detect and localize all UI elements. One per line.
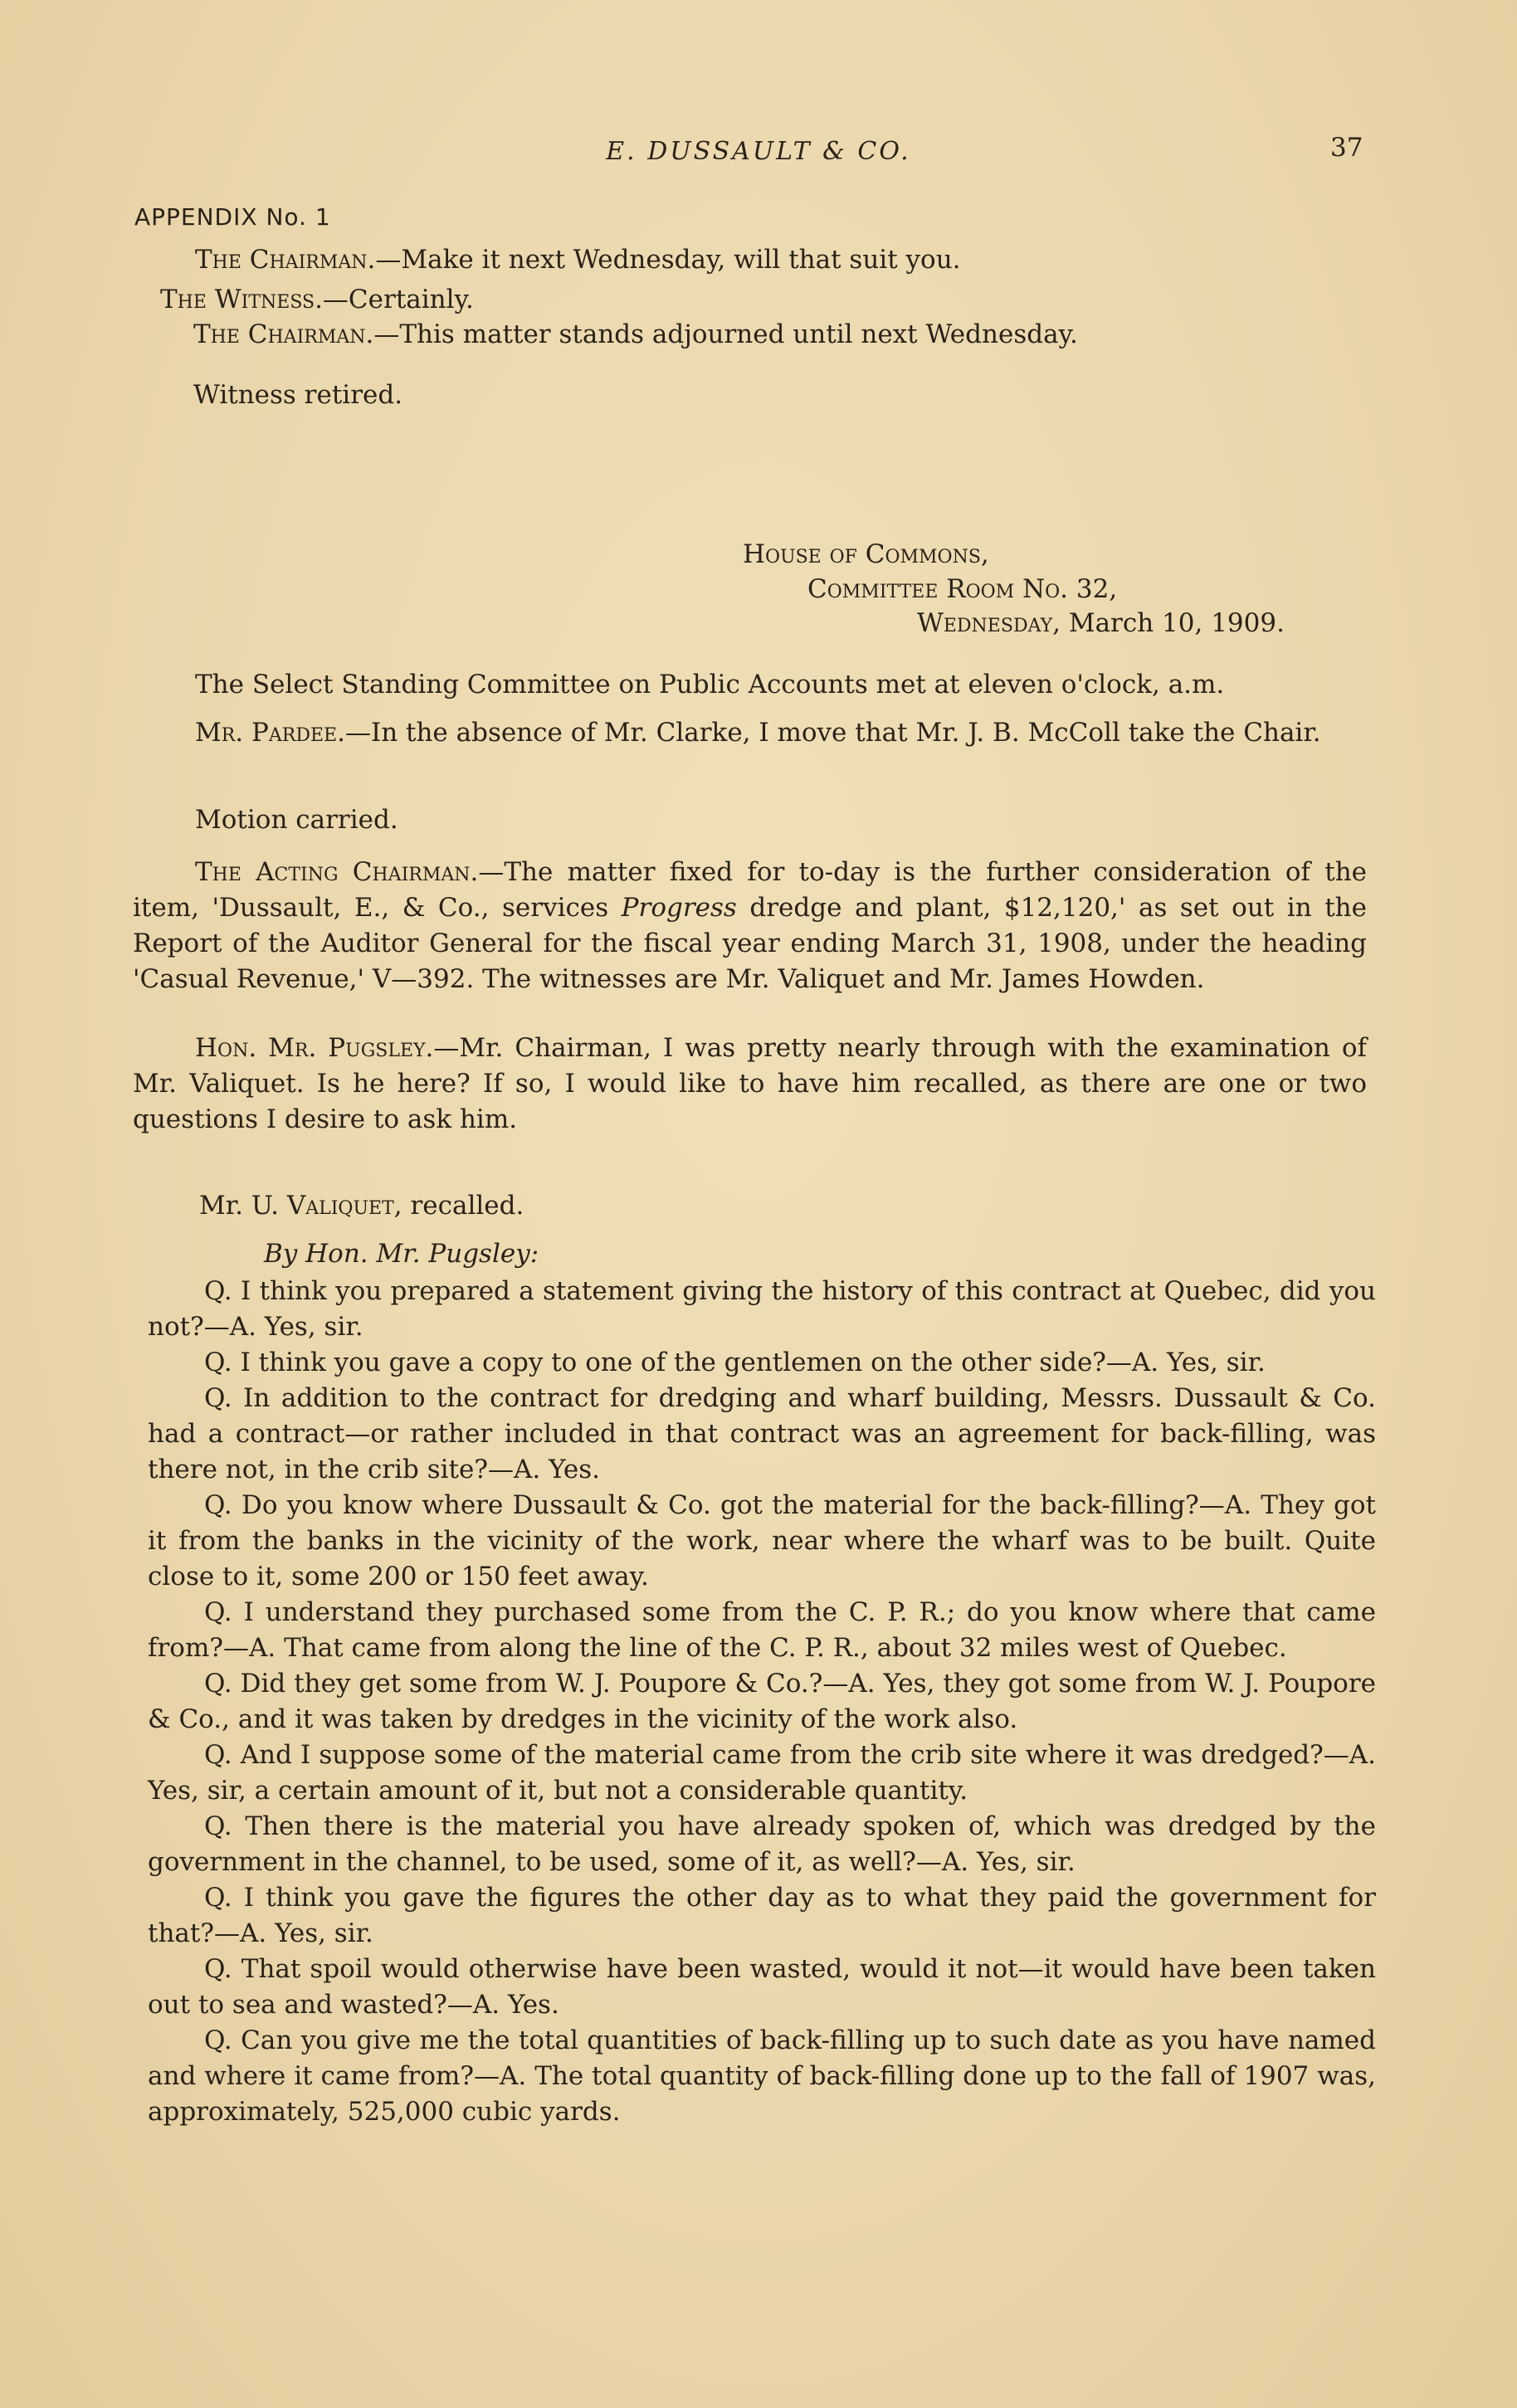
speaker: Mr. Pardee bbox=[195, 718, 338, 748]
pardee-motion bbox=[133, 715, 1361, 751]
witness-recalled bbox=[199, 1191, 524, 1221]
qa-item: Q. I think you gave a copy to one of the gentlemen on the other side?—A. Yes, sir. bbox=[204, 1348, 1266, 1377]
pugsley-statement bbox=[133, 1031, 1367, 1138]
meeting-convened: The Select Standing Committee on Public Accounts met at eleven o'clock, a.m. bbox=[195, 670, 1225, 699]
qa-item: Q. Did they get some from W. J. Poupore & Co.?—A. Yes, they got some from W. J. Poupore & Co., and it was taken by dredges in the vicinity of the work also. bbox=[148, 1669, 1376, 1734]
date-text: March 10, 1909. bbox=[1060, 608, 1285, 638]
qa-item: Q. I think you prepared a statement giving the history of this contract at Quebec, did you not?—A. Yes, sir. bbox=[148, 1276, 1376, 1342]
witness-suffix: , recalled. bbox=[393, 1191, 524, 1221]
speech: .—Mr. Chairman, I was pretty nearly through with the examination of Mr. Valiquet. Is he here? If so, I would like to have him recalled, as there are one or two questions I desire to ask him. bbox=[133, 1033, 1367, 1134]
speech: .—Certainly. bbox=[315, 285, 474, 314]
running-title: E. DUSSAULT & CO. bbox=[606, 137, 911, 166]
speaker: The Acting Chairman bbox=[195, 857, 471, 887]
witness-prefix: Mr. U. bbox=[199, 1191, 287, 1221]
dateline-house: House of Commons, bbox=[743, 539, 989, 569]
speech: .—Make it next Wednesday, will that suit you. bbox=[367, 245, 961, 275]
examiner-byline: By Hon. Mr. Pugsley: bbox=[264, 1239, 539, 1269]
dateline-date bbox=[917, 608, 1285, 638]
qa-list bbox=[148, 1274, 1376, 2130]
speech-a: .—The matter fixed for to-day is the further consideration of the item, 'Dussault, E., & Co., services bbox=[133, 857, 1368, 923]
page-number: 37 bbox=[1330, 133, 1363, 163]
day-name: Wednesday, bbox=[917, 608, 1061, 638]
witness-retired: Witness retired. bbox=[193, 380, 403, 410]
opening-line-1 bbox=[195, 245, 961, 275]
qa-item: Q. In addition to the contract for dredging and wharf building, Messrs. Dussault & Co. had a contract—or rather included in that contract was an agreement for back-filling, was there not, in the crib site?—A. Yes. bbox=[148, 1383, 1376, 1484]
qa-item: Q. That spoil would otherwise have been wasted, would it not—it would have been taken out to sea and wasted?—A. Yes. bbox=[148, 1954, 1376, 2020]
qa-item: Q. I think you gave the figures the other day as to what they paid the government for that?—A. Yes, sir. bbox=[148, 1883, 1376, 1948]
opening-line-2 bbox=[160, 285, 474, 314]
motion-carried: Motion carried. bbox=[195, 805, 398, 835]
vessel-name: Progress bbox=[621, 893, 737, 923]
qa-item: Q. Then there is the material you have already spoken of, which was dredged by the government in the channel, to be used, some of it, as well?—A. Yes, sir. bbox=[148, 1811, 1376, 1877]
qa-item: Q. Do you know where Dussault & Co. got the material for the back-filling?—A. They got it from the banks in the vicinity of the work, near where the wharf was to be built. Quite close to it, some 200 or 150 feet away. bbox=[148, 1490, 1376, 1592]
appendix-label: APPENDIX No. 1 bbox=[134, 203, 331, 231]
qa-item: Q. I understand they purchased some from the C. P. R.; do you know where that came from?—A. That came from along the line of the C. P. R., about 32 miles west of Quebec. bbox=[148, 1597, 1376, 1663]
witness-name: Valiquet bbox=[286, 1191, 394, 1221]
speaker: The Chairman bbox=[193, 319, 366, 349]
dateline-room: Committee Room No. 32, bbox=[807, 574, 1118, 604]
qa-item: Q. Can you give me the total quantities of back-filling up to such date as you have named and where it came from?—A. The total quantity of back-filling done up to the fall of 1907 was, approximately, 525,000 cubic yards. bbox=[148, 2025, 1376, 2127]
speaker: The Witness bbox=[160, 285, 315, 314]
speech: .—In the absence of Mr. Clarke, I move that Mr. J. B. McColl take the Chair. bbox=[337, 718, 1321, 748]
speaker: Hon. Mr. Pugsley bbox=[195, 1033, 426, 1063]
speech-b: dredge and plant, $12,120,' as set out in the Report of the Auditor General for the fiscal year ending March 31, 1908, under the heading 'Casual Revenue,' V—392. The witnesses are Mr. Valiquet and Mr. James Howden. bbox=[133, 893, 1367, 994]
speech: .—This matter stands adjourned until next Wednesday. bbox=[365, 319, 1078, 349]
qa-item: Q. And I suppose some of the material came from the crib site where it was dredged?—A. Yes, sir, a certain amount of it, but not a considerable quantity. bbox=[148, 1740, 1376, 1806]
opening-line-3 bbox=[193, 319, 1078, 349]
speaker: The Chairman bbox=[195, 245, 368, 275]
acting-chairman-statement bbox=[133, 855, 1367, 997]
